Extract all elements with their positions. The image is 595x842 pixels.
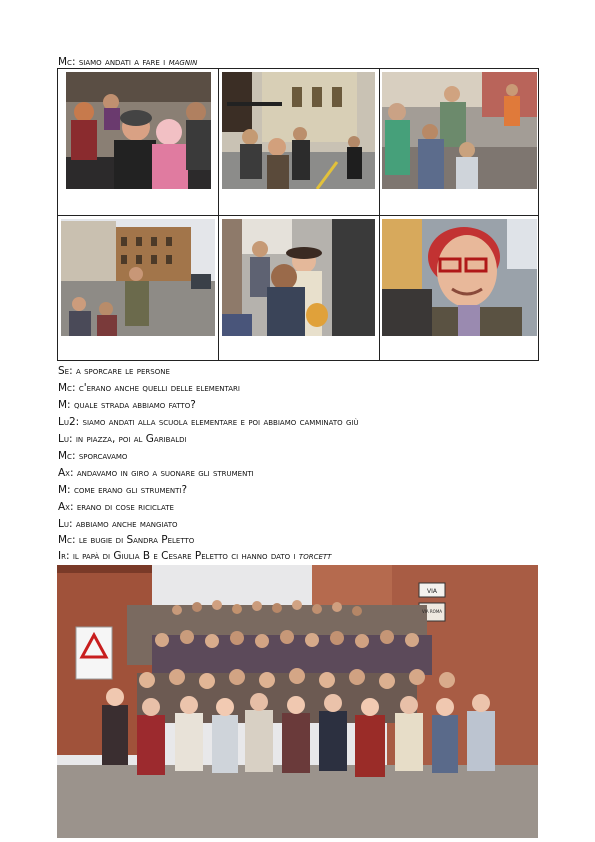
speaker-label: Lu2: — [58, 416, 80, 428]
speaker-label: Ax: — [58, 467, 74, 479]
sign-via-text: VIA — [427, 588, 437, 595]
dialogue-text: siamo andati alla scuola elementare e poi abbiamo camminato giù — [82, 416, 359, 428]
speaker-label: M: — [58, 484, 71, 496]
dialogue-text: in piazza, poi al Garibaldi — [75, 433, 187, 445]
speaker-label: M: — [58, 399, 71, 411]
dialogue-text: le bugie di Sandra Peletto — [78, 534, 195, 546]
dialogue-text: andavamo in giro a suonare gli strumenti — [76, 467, 254, 479]
header-text: siamo andati a fare i — [78, 56, 166, 68]
header-speaker: Mc: — [58, 56, 76, 68]
dialogue-italic: torcett — [298, 550, 332, 562]
photo-street-green-jacket — [382, 72, 537, 189]
speaker-label: Se: — [58, 365, 73, 377]
dialogue-line — [58, 450, 127, 462]
speaker-label: Ir: — [58, 550, 70, 562]
header-italic: magnin — [168, 56, 198, 68]
speaker-label: Lu: — [58, 518, 73, 530]
dialogue-text: c'erano anche quelli delle elementari — [78, 382, 240, 394]
speaker-label: Mc: — [58, 382, 76, 394]
dialogue-line — [58, 382, 240, 394]
dialogue-line — [58, 501, 174, 513]
dialogue-text: il papà di Giulia B e Cesare Peletto ci hanno dato i — [72, 550, 296, 562]
dialogue-line — [58, 433, 187, 445]
sign-plate-text: VIA ROMA — [421, 609, 443, 614]
dialogue-line — [58, 399, 196, 411]
dialogue-line — [58, 484, 187, 496]
dialogue-line — [58, 365, 170, 377]
photo-group-steps — [57, 565, 538, 838]
dialogue-text: sporcavamo — [78, 450, 128, 462]
dialogue-text: quale strada abbiamo fatto? — [73, 399, 196, 411]
speaker-label: Ax: — [58, 501, 74, 513]
dialogue-line — [58, 534, 194, 546]
grid-divider — [58, 215, 538, 216]
dialogue-text: a sporcare le persone — [75, 365, 170, 377]
dialogue-line — [58, 550, 331, 562]
photo-children-pumpkin — [222, 219, 375, 336]
photo-street-building-group — [222, 72, 375, 189]
speaker-label: Mc: — [58, 534, 76, 546]
photo-crowd-child-pink-hood — [66, 72, 211, 189]
photo-grid — [57, 68, 539, 361]
speaker-label: Mc: — [58, 450, 76, 462]
dialogue-text: erano di cose riciclate — [76, 501, 174, 513]
dialogue-text: come erano gli strumenti? — [73, 484, 188, 496]
dialogue-text: abbiamo anche mangiato — [75, 518, 178, 530]
photo-square-brown-buildings — [61, 219, 215, 336]
dialogue-line — [58, 518, 178, 530]
dialogue-line — [58, 467, 254, 479]
header-line — [58, 56, 197, 68]
dialogue-line — [58, 416, 359, 428]
speaker-label: Lu: — [58, 433, 73, 445]
photo-woman-red-glasses — [382, 219, 537, 336]
